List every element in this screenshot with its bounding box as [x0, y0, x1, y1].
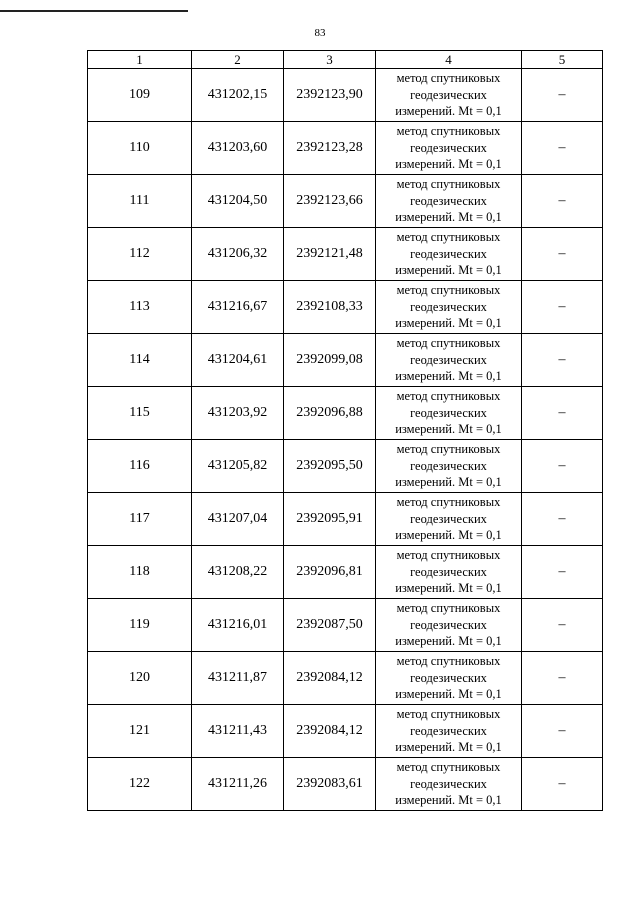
- column-header-2: 2: [192, 51, 284, 69]
- table-row: [88, 546, 603, 599]
- coordinate-y-cell: 2392123,28: [284, 122, 376, 175]
- point-number-cell: 121: [88, 705, 192, 758]
- method-text-line: измерений. Mt = 0,1: [395, 634, 502, 649]
- table-row: [88, 334, 603, 387]
- coordinate-x-cell: 431206,32: [192, 228, 284, 281]
- coordinate-x-cell: 431203,60: [192, 122, 284, 175]
- method-text-line: геодезических: [410, 246, 487, 261]
- column-header-4: 4: [376, 51, 522, 69]
- method-text-line: измерений. Mt = 0,1: [395, 210, 502, 225]
- coordinate-x-cell: 431202,15: [192, 69, 284, 122]
- method-text-line: геодезических: [410, 299, 487, 314]
- coordinate-x-cell: 431207,04: [192, 493, 284, 546]
- method-cell: [376, 387, 522, 440]
- point-number-cell: 118: [88, 546, 192, 599]
- column-5-cell: –: [522, 122, 603, 175]
- table-row: [88, 122, 603, 175]
- coordinate-y-cell: 2392123,66: [284, 175, 376, 228]
- method-cell: [376, 334, 522, 387]
- point-number-cell: 122: [88, 758, 192, 811]
- coordinate-x-cell: 431211,43: [192, 705, 284, 758]
- table-row: [88, 281, 603, 334]
- method-cell: [376, 599, 522, 652]
- method-cell: [376, 758, 522, 811]
- method-cell: [376, 175, 522, 228]
- column-5-cell: –: [522, 69, 603, 122]
- column-5-cell: –: [522, 281, 603, 334]
- method-text-line: метод спутниковых: [396, 336, 501, 351]
- coordinate-x-cell: 431211,87: [192, 652, 284, 705]
- column-5-cell: –: [522, 175, 603, 228]
- page-number: 83: [314, 27, 326, 39]
- method-text-line: геодезических: [410, 670, 487, 685]
- method-cell: [376, 440, 522, 493]
- point-number-cell: 113: [88, 281, 192, 334]
- column-5-cell: –: [522, 546, 603, 599]
- coordinate-x-cell: 431216,01: [192, 599, 284, 652]
- column-header-5: 5: [522, 51, 603, 69]
- method-text-line: измерений. Mt = 0,1: [395, 793, 502, 808]
- coordinate-y-cell: 2392096,88: [284, 387, 376, 440]
- table-row: [88, 440, 603, 493]
- coordinate-y-cell: 2392084,12: [284, 652, 376, 705]
- method-text-line: измерений. Mt = 0,1: [395, 157, 502, 172]
- column-5-cell: –: [522, 652, 603, 705]
- method-cell: [376, 69, 522, 122]
- point-number-cell: 116: [88, 440, 192, 493]
- table-row: [88, 758, 603, 811]
- coordinate-x-cell: 431203,92: [192, 387, 284, 440]
- method-text-line: измерений. Mt = 0,1: [395, 263, 502, 278]
- point-number-cell: 112: [88, 228, 192, 281]
- column-5-cell: –: [522, 705, 603, 758]
- method-cell: [376, 281, 522, 334]
- method-cell: [376, 652, 522, 705]
- method-text-line: метод спутниковых: [396, 71, 501, 86]
- column-5-cell: –: [522, 387, 603, 440]
- point-number-cell: 119: [88, 599, 192, 652]
- coordinate-x-cell: 431208,22: [192, 546, 284, 599]
- method-text-line: метод спутниковых: [396, 124, 501, 139]
- column-5-cell: –: [522, 334, 603, 387]
- table-row: [88, 228, 603, 281]
- table-row: [88, 493, 603, 546]
- table-row: [88, 599, 603, 652]
- method-text-line: измерений. Mt = 0,1: [395, 475, 502, 490]
- table-row: [88, 69, 603, 122]
- column-5-cell: –: [522, 228, 603, 281]
- method-text-line: геодезических: [410, 511, 487, 526]
- method-text-line: геодезических: [410, 723, 487, 738]
- method-text-line: геодезических: [410, 193, 487, 208]
- table-row: [88, 175, 603, 228]
- top-rule: [0, 10, 188, 12]
- method-cell: [376, 228, 522, 281]
- column-5-cell: –: [522, 440, 603, 493]
- method-text-line: геодезических: [410, 458, 487, 473]
- table-row: [88, 652, 603, 705]
- coordinate-y-cell: 2392087,50: [284, 599, 376, 652]
- method-text-line: геодезических: [410, 776, 487, 791]
- method-text-line: метод спутниковых: [396, 442, 501, 457]
- column-header-1: 1: [88, 51, 192, 69]
- column-5-cell: –: [522, 758, 603, 811]
- coordinate-y-cell: 2392099,08: [284, 334, 376, 387]
- coordinate-x-cell: 431205,82: [192, 440, 284, 493]
- method-text-line: метод спутниковых: [396, 601, 501, 616]
- method-text-line: измерений. Mt = 0,1: [395, 528, 502, 543]
- method-text-line: метод спутниковых: [396, 177, 501, 192]
- point-number-cell: 115: [88, 387, 192, 440]
- method-text-line: метод спутниковых: [396, 389, 501, 404]
- coordinate-y-cell: 2392123,90: [284, 69, 376, 122]
- method-text-line: метод спутниковых: [396, 283, 501, 298]
- method-cell: [376, 546, 522, 599]
- method-text-line: измерений. Mt = 0,1: [395, 740, 502, 755]
- method-cell: [376, 493, 522, 546]
- method-cell: [376, 705, 522, 758]
- coordinate-y-cell: 2392121,48: [284, 228, 376, 281]
- method-text-line: геодезических: [410, 352, 487, 367]
- coordinates-table: [87, 50, 603, 811]
- coordinate-x-cell: 431216,67: [192, 281, 284, 334]
- point-number-cell: 111: [88, 175, 192, 228]
- method-text-line: метод спутниковых: [396, 707, 501, 722]
- point-number-cell: 117: [88, 493, 192, 546]
- coordinate-y-cell: 2392084,12: [284, 705, 376, 758]
- method-text-line: геодезических: [410, 564, 487, 579]
- coordinate-y-cell: 2392095,91: [284, 493, 376, 546]
- table-row: [88, 387, 603, 440]
- method-text-line: геодезических: [410, 87, 487, 102]
- method-text-line: метод спутниковых: [396, 760, 501, 775]
- method-cell: [376, 122, 522, 175]
- coordinate-y-cell: 2392108,33: [284, 281, 376, 334]
- method-text-line: измерений. Mt = 0,1: [395, 369, 502, 384]
- method-text-line: метод спутниковых: [396, 230, 501, 245]
- table-body: [88, 69, 603, 811]
- point-number-cell: 109: [88, 69, 192, 122]
- coordinate-x-cell: 431204,61: [192, 334, 284, 387]
- coordinate-y-cell: 2392096,81: [284, 546, 376, 599]
- coordinate-y-cell: 2392083,61: [284, 758, 376, 811]
- method-text-line: измерений. Mt = 0,1: [395, 316, 502, 331]
- coordinate-x-cell: 431204,50: [192, 175, 284, 228]
- coordinate-x-cell: 431211,26: [192, 758, 284, 811]
- column-header-3: 3: [284, 51, 376, 69]
- column-5-cell: –: [522, 599, 603, 652]
- point-number-cell: 120: [88, 652, 192, 705]
- method-text-line: измерений. Mt = 0,1: [395, 422, 502, 437]
- table-header-row: [88, 51, 603, 69]
- coordinate-y-cell: 2392095,50: [284, 440, 376, 493]
- method-text-line: геодезических: [410, 140, 487, 155]
- method-text-line: измерений. Mt = 0,1: [395, 581, 502, 596]
- point-number-cell: 114: [88, 334, 192, 387]
- table-row: [88, 705, 603, 758]
- method-text-line: геодезических: [410, 617, 487, 632]
- point-number-cell: 110: [88, 122, 192, 175]
- method-text-line: метод спутниковых: [396, 654, 501, 669]
- method-text-line: метод спутниковых: [396, 495, 501, 510]
- method-text-line: геодезических: [410, 405, 487, 420]
- column-5-cell: –: [522, 493, 603, 546]
- method-text-line: измерений. Mt = 0,1: [395, 687, 502, 702]
- method-text-line: измерений. Mt = 0,1: [395, 104, 502, 119]
- method-text-line: метод спутниковых: [396, 548, 501, 563]
